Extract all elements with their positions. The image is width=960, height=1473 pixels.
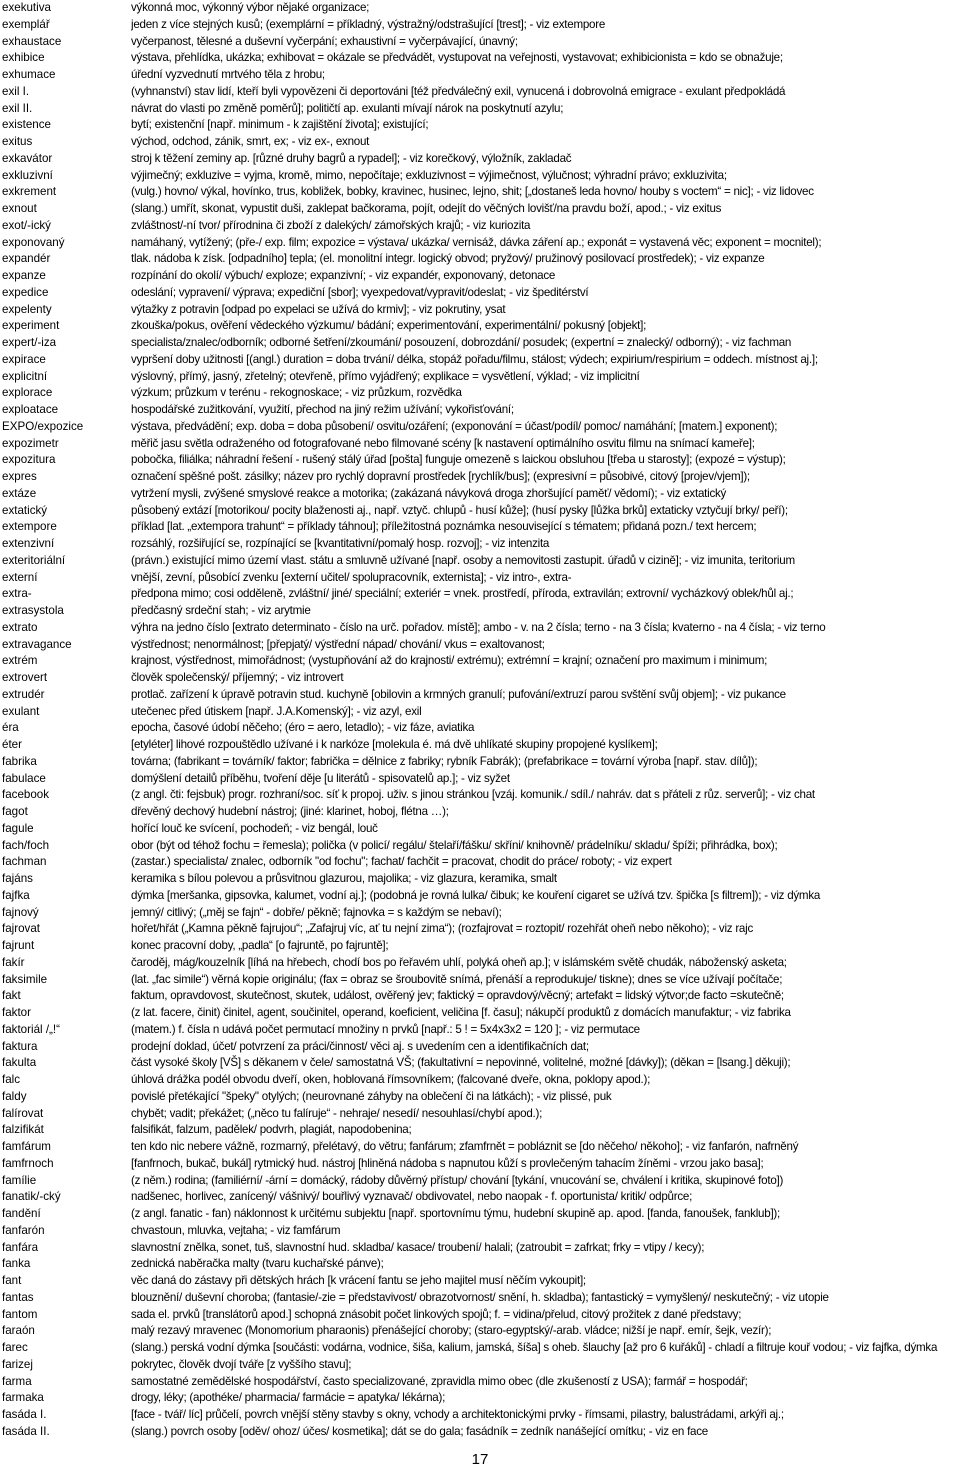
- entry-term: exhaustace: [2, 34, 62, 48]
- entry-definition: měřič jasu světla odraženého od fotografované nebo filmované scény [k nastavení optimálního osvitu filmu na snímací kameře];: [131, 436, 755, 450]
- entry-definition: samostatné zemědělské hospodářství, často specializované, zpravidla mimo obec (dle zkušeností z USA); farmář = hospodář;: [131, 1374, 748, 1388]
- dictionary-entry: [0, 201, 960, 218]
- entry-definition: [fanfrnoch, bukač, bukál] rytmický hud. nástroj [hliněná nádoba s napnutou kůží s provlečeným tahacím žíněmi - vrzou jako basa];: [131, 1156, 764, 1170]
- entry-definition: dřevěný dechový hudební nástroj; (jiné: klarinet, hoboj, flétna …);: [131, 805, 449, 818]
- entry-term: exnout: [2, 202, 37, 215]
- entry-definition: prodejní doklad, účet/ potvrzení za práci/činnost/ věci aj. s uvedením cen a identifikačních dat;: [131, 1039, 589, 1053]
- entry-definition: předpona mimo; cosi odděleně, zvláštní/ jiné/ speciální; exteriér = vnek. prostředí, příroda, extravilán; extrovní/ vycházkový oblek/hůl aj.;: [131, 587, 794, 601]
- entry-definition: stroj k těžení zeminy ap. [různé druhy bagrů a rypadel]; - viz korečkový, výložník, zakladač: [131, 151, 572, 165]
- entry-term: fabrika: [2, 754, 37, 768]
- entry-definition: ten kdo nic nebere vážně, rozmarný, přelétavý, do větru; fanfárum; zfamfrnět = pobláznit se [do něčeho/ někoho]; - viz fanfarón, nafrněný: [131, 1140, 799, 1153]
- dictionary-entry: [0, 184, 960, 201]
- dictionary-entry: [0, 34, 960, 51]
- dictionary-entry: [0, 134, 960, 151]
- entry-term: exteritoriální: [2, 553, 66, 567]
- entry-term: fant: [2, 1274, 22, 1287]
- entry-term: fanfarón: [2, 1223, 45, 1237]
- entry-definition: povislé přetékající "špeky" otylých; (neurovnané záhyby na oblečení či na látkách); - viz plissé, puk: [131, 1089, 612, 1103]
- dictionary-entry: [0, 1139, 960, 1156]
- dictionary-entry: [0, 519, 960, 536]
- entry-term: fanatik/-cký: [2, 1190, 61, 1204]
- entry-term: fajáns: [2, 872, 33, 885]
- dictionary-entry: [0, 586, 960, 603]
- dictionary-entry: [0, 603, 960, 620]
- entry-term: exkluzivní: [2, 168, 53, 182]
- page-number: 17: [471, 1451, 489, 1468]
- dictionary-entry: [0, 436, 960, 453]
- dictionary-entry: [0, 1005, 960, 1022]
- dictionary-entry: [0, 536, 960, 553]
- entry-definition: vnější, zevní, působící zvenku [externí učitel/ spolupracovník, externista]; - viz intro-, extra-: [131, 570, 572, 584]
- dictionary-entry: [0, 1106, 960, 1123]
- entry-term: fandění: [2, 1207, 41, 1220]
- entry-definition: zvláštnost/-ní tvor/ přírodnina či zboží z dalekých/ zámořských krajů; - viz kuriozita: [131, 218, 531, 232]
- dictionary-entry: [0, 972, 960, 989]
- entry-definition: blouznění/ duševní choroba; (fantasie/-zie = představivost/ obrazotvornost/ snění, h. skladba); fantastický = vymyšlený/ neskutečný; - viz utopie: [131, 1290, 829, 1304]
- entry-definition: (matem.) f. čísla n udává počet permutací množiny n prvků [např.: 5 ! = 5x4x3x2 = 120 ]; - viz permutace: [131, 1022, 640, 1036]
- dictionary-entry: [0, 1156, 960, 1173]
- dictionary-entry: [0, 871, 960, 888]
- entry-term: faldy: [2, 1089, 27, 1103]
- entry-definition: (slang.) perská vodní dýmka [součásti: vodárna, vodnice, šiša, kalium, jamská, šíša] s oheb. šlauchy [až pro 6 kuřáků] - chladí a filtruje kouř vodou; - viz fajfka, dýmka: [131, 1341, 938, 1354]
- entry-term: farizej: [2, 1357, 33, 1371]
- entry-term: EXPO/expozice: [2, 419, 84, 433]
- entry-definition: jemný/ citlivý; („měj se fajn“ - dobře/ pěkně; fajnovka = s každým se nebaví);: [131, 905, 502, 919]
- dictionary-entry: [0, 1307, 960, 1324]
- entry-definition: výkonná moc, výkonný výbor nějaké organizace;: [131, 1, 370, 14]
- dictionary-entry: [0, 787, 960, 804]
- dictionary-entry: [0, 1256, 960, 1273]
- dictionary-entry: [0, 218, 960, 235]
- dictionary-entry: [0, 419, 960, 436]
- dictionary-entry: [0, 704, 960, 721]
- entry-term: fantom: [2, 1307, 38, 1321]
- entry-term: exekutiva: [2, 1, 51, 14]
- entry-definition: výjimečný; exkluzive = vyjma, kromě, mimo, nepočítaje; exkluzivnost = výjimečnost, výlučnost; výhradní právo; exkluzivita;: [131, 168, 727, 182]
- entry-term: fajrovat: [2, 922, 41, 936]
- dictionary-entry: [0, 318, 960, 335]
- entry-term: fanka: [2, 1257, 31, 1271]
- entry-term: expanze: [2, 269, 46, 282]
- entry-term: exploatace: [2, 403, 59, 416]
- entry-term: expandér: [2, 252, 51, 266]
- entry-definition: (slang.) umřít, skonat, vypustit duši, zaklepat bačkorama, pojít, odejít do věčných lovišť/na pravdu boží, apod.; - viz exitus: [131, 202, 722, 215]
- entry-definition: (vulg.) hovno/ výkal, hovínko, trus, kobližek, bobky, kravinec, husinec, lejno, shit; [„dostaneš leda hovno/ houby s voctem“ = nic]; - viz lidovec: [131, 185, 814, 199]
- entry-term: expozitura: [2, 453, 56, 467]
- entry-term: farma: [2, 1374, 32, 1388]
- dictionary-entry: [0, 921, 960, 938]
- entry-definition: slavnostní znělka, sonet, tuš, slavnostní hud. skladba/ kasace/ troubení/ halali; (zatroubit = zafrkat; frky = vtipy / kecy);: [131, 1240, 705, 1254]
- dictionary-entry: [0, 1290, 960, 1307]
- entry-term: extáze: [2, 486, 37, 500]
- entry-term: exil II.: [2, 101, 33, 115]
- entry-term: extempore: [2, 520, 57, 534]
- entry-definition: chybět; vadit; překážet; („něco tu falíruje“ - nehraje/ nesedí/ nesouhlasí/chybí apod.);: [131, 1106, 543, 1120]
- dictionary-entry: [0, 486, 960, 503]
- dictionary-entry: [0, 737, 960, 754]
- dictionary-entry: [0, 503, 960, 520]
- entry-definition: faktum, opravdovost, skutečnost, skutek, událost, ověřený jev; faktický = opravdový/věcný; artefakt = lidský výtvor;de facto =skutečně;: [131, 989, 784, 1003]
- entry-definition: čaroděj, mág/kouzelník [líhá na hřebech, chodí bos po řeřavém uhlí, polyká oheň ap.]; v islámském světě chudák, náboženský asketa;: [131, 955, 787, 969]
- entry-definition: příklad [lat. „extempora trahunt“ = příklady táhnou]; příležitostná poznámka nesouvisející s tématem; přidaná pozn./ text hercem;: [131, 520, 757, 534]
- entry-definition: východ, odchod, zánik, smrt, ex; - viz ex-, exnout: [131, 135, 370, 148]
- entry-term: falc: [2, 1073, 21, 1086]
- dictionary-entry: [0, 821, 960, 838]
- dictionary-entry: [0, 620, 960, 637]
- entry-definition: odeslání; vypravení/ výprava; expediční [sbor]; vyexpedovat/vypravit/odeslat; - viz špeditérství: [131, 285, 589, 299]
- dictionary-entry: [0, 268, 960, 285]
- entry-term: fasáda II.: [2, 1424, 50, 1438]
- entry-term: fasáda I.: [2, 1408, 47, 1421]
- entry-definition: část vysoké školy [VŠ] s děkanem v čele/ samostatná VŠ; (fakultativní = nepovinné, volitelné, možné [dávky]); (děkan = [lsang.] děkuji);: [131, 1056, 791, 1070]
- entry-term: falzifikát: [2, 1123, 44, 1137]
- entry-definition: vytržení mysli, zvýšené smyslové reakce a motorika; (zakázaná návyková droga zhoršující paměť/ vědomí); - viz extatický: [131, 486, 727, 500]
- entry-definition: úřední vyzvednutí mrtvého těla z hrobu;: [131, 68, 325, 81]
- dictionary-entry: [0, 1122, 960, 1139]
- entry-definition: označení spěšné pošt. zásilky; název pro rychlý dopravní prostředek [rychlík/bus]; (expresivní = působivé, citový [projev/vjem]);: [131, 470, 750, 483]
- entry-definition: (právn.) existující mimo území vlast. státu a smluvně užívané [např. osoby a nemovitosti zastupit. úřadů v cizině]; - viz imunita, teritorium: [131, 553, 795, 567]
- dictionary-entry: [0, 235, 960, 252]
- entry-definition: (slang.) povrch osoby [oděv/ ohoz/ účes/ kosmetika]; dát se do gala; fasádník = zedník nanášející omítku; - viz en face: [131, 1424, 708, 1438]
- entry-definition: (vyhnanství) stav lidí, kteří byli vypovězeni či deportováni [též předválečný exil, vynucená i dobrovolná emigrace - exulant předpokládá: [131, 84, 786, 98]
- entry-term: fajfka: [2, 888, 30, 902]
- entry-term: fach/foch: [2, 838, 50, 852]
- dictionary-entry: [0, 1206, 960, 1223]
- dictionary-entry: [0, 67, 960, 84]
- entry-definition: hospodářské zužitkování, využití, přechod na jiný režim užívání; vykořisťování;: [131, 403, 514, 416]
- dictionary-entry: [0, 955, 960, 972]
- dictionary-entry: [0, 101, 960, 118]
- entry-term: expert/-iza: [2, 336, 57, 349]
- entry-definition: (z angl. fanatic - fan) náklonnost k určitému subjektu [např. sportovnímu týmu, hudební skupině ap. apod. [fanda, fanoušek, fanklub]);: [131, 1207, 780, 1220]
- entry-definition: drogy, léky; (apothéke/ pharmacia/ farmácie = apatyka/ lékárna);: [131, 1391, 446, 1405]
- entry-definition: úhlová drážka podél obvodu dveří, oken, hoblovaná římsovníkem; (falcované dveře, okna, poklopy apod.);: [131, 1073, 651, 1086]
- entry-definition: továrna; (fabrikant = továrník/ faktor; fabrička = dělnice z fabriky; rybník Fabrák); (prefabrikace = tovární výroba [např. stav. dílů]);: [131, 754, 758, 768]
- entry-definition: (z lat. facere, činit) činitel, agent, součinitel, operand, koeficient, veličina [f. času]; nákupčí produktů z domácích manufaktur; - viz fabrika: [131, 1006, 791, 1019]
- entry-definition: nadšenec, horlivec, zanícený/ vášnivý/ bouřlivý vyznavač/ obdivovatel, nebo naopak - f. oportunista/ kritik/ odpůrce;: [131, 1190, 693, 1204]
- dictionary-entry: [0, 1223, 960, 1240]
- dictionary-entry: [0, 570, 960, 587]
- entry-term: exkavátor: [2, 151, 53, 165]
- dictionary-entry: [0, 888, 960, 905]
- dictionary-entry: [0, 84, 960, 101]
- entry-term: exponovaný: [2, 235, 65, 249]
- entry-definition: rozpínání do okolí/ výbuch/ exploze; expanzivní; - viz expandér, exponovaný, detonace: [131, 269, 556, 282]
- entry-definition: bytí; existenční [např. minimum - k zajištění života]; existující;: [131, 118, 429, 132]
- dictionary-entry: [0, 50, 960, 67]
- dictionary-entry: [0, 988, 960, 1005]
- entry-term: famfrnoch: [2, 1156, 54, 1170]
- entry-term: fakír: [2, 955, 25, 969]
- entry-term: extatický: [2, 503, 48, 517]
- entry-term: famílie: [2, 1173, 37, 1187]
- entry-term: famfárum: [2, 1140, 51, 1153]
- dictionary-entry: [0, 1374, 960, 1391]
- entry-definition: věc daná do zástavy při dětských hrách [k vrácení fantu se jeho majitel musí něčím vykoupit];: [131, 1274, 586, 1287]
- entry-term: fakt: [2, 989, 21, 1003]
- entry-definition: zkouška/pokus, ověření vědeckého výzkumu/ bádání; experimentování, experimentální/ pokusný [objekt];: [131, 319, 647, 333]
- dictionary-entry: [0, 352, 960, 369]
- entry-term: exitus: [2, 135, 33, 148]
- entry-term: fakulta: [2, 1056, 37, 1070]
- entry-definition: (zastar.) specialista/ znalec, odborník "od fochu"; fachat/ fachčit = pracovat, chodit do práce/ roboty; - viz expert: [131, 855, 672, 869]
- dictionary-entry: [0, 1055, 960, 1072]
- entry-definition: chvastoun, mluvka, vejtaha; - viz famfárum: [131, 1223, 341, 1237]
- entry-term: fanfára: [2, 1240, 39, 1254]
- dictionary-entry: [0, 771, 960, 788]
- entry-definition: [face - tvář/ líc] průčelí, povrch vnější stěny stavby s okny, vchody a architektonickými prvky - římsami, pilastry, balustrádami, arkýři aj.;: [131, 1408, 784, 1421]
- entry-term: faksimile: [2, 972, 48, 986]
- entry-definition: dýmka [meršanka, gipsovka, kalumet, vodní aj.]; (podobná je rovná lulka/ čibuk; ke kouření cigaret se užívá tzv. špička [s filtrem]); - viz dýmka: [131, 888, 821, 902]
- entry-term: explorace: [2, 386, 53, 400]
- dictionary-entry: [0, 687, 960, 704]
- entry-term: exkrement: [2, 185, 57, 199]
- entry-definition: keramika s bílou polevou a průsvitnou glazurou, majolika; - viz glazura, keramika, smalt: [131, 872, 557, 885]
- entry-definition: hořící louč ke svícení, pochodeň; - viz bengál, louč: [131, 821, 378, 835]
- dictionary-entry: [0, 17, 960, 34]
- entry-term: expirace: [2, 352, 46, 366]
- entry-term: exhumace: [2, 68, 56, 81]
- dictionary-entry: [0, 1072, 960, 1089]
- dictionary-entry: [0, 285, 960, 302]
- entry-term: explicitní: [2, 369, 48, 383]
- entry-term: fajnový: [2, 905, 39, 919]
- entry-term: extravagance: [2, 637, 72, 651]
- entry-term: facebook: [2, 788, 50, 802]
- entry-definition: vyčerpanost, tělesné a duševní vyčerpání; exhaustivní = vyčerpávající, únavný;: [131, 34, 518, 48]
- dictionary-entry: [0, 938, 960, 955]
- entry-term: fagule: [2, 821, 34, 835]
- dictionary-entry: [0, 1089, 960, 1106]
- entry-definition: pokrytec, člověk dvojí tváře [z vyššího stavu];: [131, 1357, 352, 1371]
- dictionary-entry: [0, 469, 960, 486]
- dictionary-entry: [0, 1424, 960, 1441]
- entry-term: fantas: [2, 1290, 34, 1304]
- entry-term: expozimetr: [2, 436, 59, 450]
- entry-term: fabulace: [2, 771, 46, 785]
- entry-definition: výzkum; průzkum v terénu - rekognoskace; - viz průzkum, rozvědka: [131, 386, 462, 400]
- entry-term: extra-: [2, 587, 32, 601]
- dictionary-entry: [0, 1173, 960, 1190]
- entry-definition: rozsáhlý, rozšiřující se, rozpínající se [kvantitativní/pomalý hosp. rozvoj]; - viz intenzita: [131, 537, 550, 550]
- entry-definition: falsifikát, falzum, padělek/ podvrh, plagiát, napodobenina;: [131, 1123, 412, 1137]
- entry-definition: protlač. zařízení k úpravě potravin stud. kuchyně [obilovin a krmných granulí; pufování/extruzí parou svštění svůj objem]; - viz pukance: [131, 687, 786, 701]
- entry-definition: (z něm.) rodina; (familiérní/ -ární = domácký, rádoby důvěrný přístup/ chování [tykání, vnucování se, chválení i kritika, skupinové foto]): [131, 1173, 784, 1187]
- entry-definition: (z angl. čti: fejsbuk) progr. rozhraní/soc. síť k propoj. uživ. s jinou stránkou [vzáj. komunik./ sdíl./ nahráv. dat s přáteli z růz. serverů]; - viz chat: [131, 788, 815, 802]
- entry-term: expelenty: [2, 302, 52, 316]
- entry-definition: jeden z více stejných kusů; (exemplární = příkladný, výstražný/odstrašující [trest]; - viz extempore: [131, 17, 606, 31]
- entry-definition: výstava, předvádění; exp. doba = doba působení/ osvitu/ozáření; (exponování = účast/podíl/ pomoc/ namáhání; [matem.] exponent);: [131, 419, 778, 433]
- dictionary-entry: [0, 754, 960, 771]
- entry-term: exhibice: [2, 51, 45, 65]
- dictionary-entry: [0, 670, 960, 687]
- entry-definition: (lat. „fac simile“) věrná kopie originálu; (fax = obraz se šroubovitě snímá, přenáší a reprodukuje/ tiskne); dnes se více užívají počítače;: [131, 972, 783, 986]
- entry-definition: epocha, časové údobí něčeho; (éro = aero, letadlo); - viz fáze, aviatika: [131, 721, 475, 735]
- dictionary-entry: [0, 637, 960, 654]
- dictionary-entry: [0, 369, 960, 386]
- dictionary-entry: [0, 168, 960, 185]
- entry-definition: sada el. prvků [translátorů apod.] schopná znásobit počet linkových spojů; f. = vidina/přelud, citový prožitek z dané představy;: [131, 1307, 742, 1321]
- entry-term: exil I.: [2, 84, 30, 98]
- entry-term: faktoriál /„!“: [2, 1022, 60, 1036]
- entry-term: expres: [2, 470, 37, 483]
- dictionary-entry: [0, 653, 960, 670]
- entry-definition: výslovný, přímý, jasný, zřetelný; otevřeně, přímo vyjádřený; explikace = vysvětlení, výklad; - viz implicitní: [131, 369, 640, 383]
- entry-definition: domýšlení detailů příběhu, tvoření děje [u literátů - spisovatelů ap.]; - viz syžet: [131, 771, 510, 785]
- entry-term: falírovat: [2, 1106, 44, 1120]
- dictionary-entry: [0, 854, 960, 871]
- dictionary-entry: [0, 1357, 960, 1374]
- entry-definition: předčasný srdeční stah; - viz arytmie: [131, 604, 311, 617]
- entry-term: faraón: [2, 1324, 35, 1338]
- entry-definition: krajnost, výstřednost, mimořádnost; (vystupňování až do krajnosti/ extrému); extrémní = krajní; označení pro maximum i minimum;: [131, 654, 768, 668]
- entry-term: éra: [2, 721, 19, 735]
- entry-term: fagot: [2, 805, 28, 818]
- dictionary-entry: [0, 1390, 960, 1407]
- dictionary-entry: [0, 335, 960, 352]
- entry-term: fachman: [2, 855, 47, 869]
- entry-definition: [etyléter] lihové rozpouštědlo užívané i k narkóze [molekula é. má dvě uhlíkaté skupiny propojené kyslíkem];: [131, 738, 658, 751]
- dictionary-entry: [0, 1323, 960, 1340]
- entry-definition: obor (být od téhož fochu = řemesla); polička (v policí/ regálu/ štelaří/fášku/ skříni/ knihovně/ prádelníku/ skladu/ špíži; přihrádka, box);: [131, 838, 778, 852]
- dictionary-entry: [0, 0, 960, 17]
- entry-definition: působený extází [motorikou/ pocity blaženosti aj., např. vztyč. chlupů - husí kůže]; (husí pysky [lůžka brků] extaticky vztyčují brky/ peří);: [131, 503, 788, 517]
- entry-term: extenzivní: [2, 537, 55, 550]
- entry-definition: pobočka, filiálka; náhradní řešení - rušený stálý úřad [pošta] funguje omezeně s laickou obsluhou [třeba u starosty]; (expozé = výstup);: [131, 453, 786, 467]
- entry-definition: výtažky z potravin [odpad po expelaci se užívá do krmiv]; - viz pokrutiny, ysat: [131, 302, 506, 316]
- dictionary-entry: [0, 151, 960, 168]
- entry-term: exot/-ický: [2, 218, 51, 232]
- entry-term: exemplář: [2, 17, 50, 31]
- dictionary-entry: [0, 1022, 960, 1039]
- dictionary-entry: [0, 905, 960, 922]
- dictionary-entry: [0, 720, 960, 737]
- entry-definition: konec pracovní doby, „padla“ [o fajruntě, po fajruntě];: [131, 939, 389, 952]
- dictionary-entry: [0, 251, 960, 268]
- entry-term: extrudér: [2, 687, 45, 701]
- dictionary-entry: [0, 452, 960, 469]
- dictionary-entry: [0, 302, 960, 319]
- dictionary-entry: [0, 838, 960, 855]
- dictionary-entry: [0, 385, 960, 402]
- entry-definition: hořet/hřát („Kamna pěkně fajrujou“; „Zafajruj víc, ať tu nejní zima“); (rozfajrovat = roztopit/ rozehřát oheň nebo někoho); - viz rajc: [131, 922, 753, 936]
- entry-term: extrato: [2, 620, 38, 634]
- entry-term: extrém: [2, 654, 38, 668]
- entry-definition: utečenec před útiskem [např. J.A.Komenský]; - viz azyl, exil: [131, 704, 422, 718]
- dictionary-entry: [0, 1273, 960, 1290]
- entry-term: exulant: [2, 704, 40, 718]
- entry-term: extrovert: [2, 671, 48, 684]
- entry-definition: výstřednost; nenormálnost; [přepjatý/ výstřední nápad/ chování/ vkus = exaltovanost;: [131, 637, 545, 651]
- dictionary-entry: [0, 402, 960, 419]
- entry-definition: výstava, přehlídka, ukázka; exhibovat = okázale se předvádět, vystupovat na veřejnosti, vystavovat; exhibicionista = kdo se obnažuje;: [131, 51, 783, 65]
- dictionary-entry: [0, 804, 960, 821]
- entry-definition: návrat do vlasti po změně poměrů]; političtí ap. exulanti mívají nárok na poskytnutí azylu;: [131, 101, 564, 115]
- dictionary-entry: [0, 553, 960, 570]
- entry-definition: zednická naběračka malty (tvaru kuchařské pánve);: [131, 1257, 384, 1271]
- entry-definition: vypršení doby užitnosti [(angl.) duration = doba trvání/ délka, stopáž pořadu/filmu, stálost; výdech; expirium/respirium = oddech. místnost aj.];: [131, 352, 818, 366]
- entry-term: faktor: [2, 1006, 31, 1019]
- entry-term: externí: [2, 570, 38, 584]
- entry-term: extrasystola: [2, 604, 64, 617]
- entry-term: existence: [2, 118, 51, 132]
- entry-term: experiment: [2, 319, 60, 333]
- dictionary-entry: [0, 1189, 960, 1206]
- dictionary-entry: [0, 1407, 960, 1424]
- entry-term: éter: [2, 738, 22, 751]
- dictionary-entry: [0, 1340, 960, 1357]
- entry-term: expedice: [2, 285, 49, 299]
- entry-definition: tlak. nádoba k získ. [odpadního] tepla; (el. monolitní integr. logický obvod; pryžový/ pružinový posilovací prostředek); - viz expanze: [131, 252, 765, 266]
- dictionary-entry: [0, 1039, 960, 1056]
- dictionary-entry: [0, 1240, 960, 1257]
- entry-term: faktura: [2, 1039, 38, 1053]
- entry-definition: výhra na jedno číslo [extrato determinato - číslo na urč. pořadov. místě]; ambo - v. na 2 čísla; terno - na 3 čísla; kvaterno - na 4 čísla; - viz terno: [131, 620, 826, 634]
- entry-term: farmaka: [2, 1391, 44, 1405]
- entry-definition: malý rezavý mravenec (Monomorium pharaonis) přenášející choroby; (staro-egyptský/-arab. vládce; nižší je např. emír, šejk, vezír);: [131, 1324, 772, 1338]
- dictionary-entry: [0, 117, 960, 134]
- entry-definition: specialista/znalec/odborník; odborné šetření/zkoumání/ posouzení, dobrozdání/ posudek; (expertní = znalecký/ odborný); - viz fachman: [131, 336, 792, 349]
- entry-term: farec: [2, 1341, 28, 1354]
- entry-term: fajrunt: [2, 939, 35, 952]
- entry-definition: člověk společenský/ příjemný; - viz introvert: [131, 671, 344, 684]
- entry-definition: namáhaný, vytížený; (pře-/ exp. film; expozice = výstava/ ukázka/ vernisáž, dávka záření ap.; exponát = vystavená věc; exponent = mocnitel);: [131, 235, 822, 249]
